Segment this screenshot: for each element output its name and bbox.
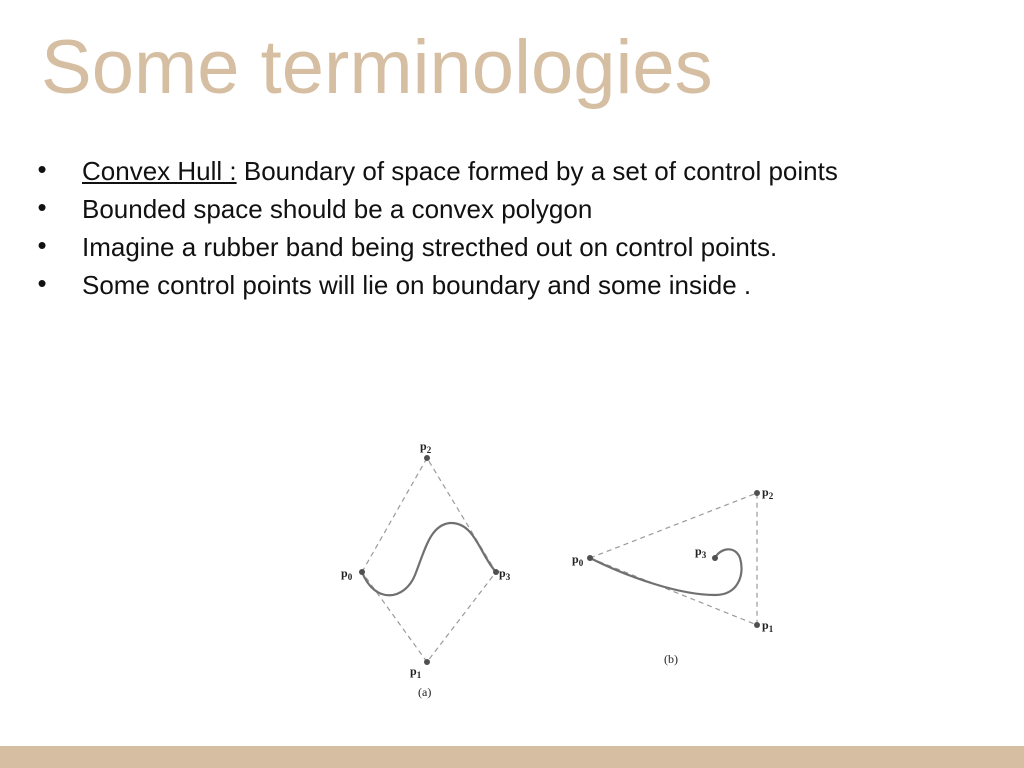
bezier-curve-a: [362, 523, 496, 595]
label-p0: $p_0$: [341, 566, 353, 582]
label-p1: $p_1$: [762, 618, 774, 634]
bullet-text: Bounded space should be a convex polygon: [82, 194, 593, 224]
label-p2: $p_2$: [762, 485, 774, 501]
bullet-dot-icon: •: [37, 192, 47, 222]
bullet-dot-icon: •: [37, 154, 47, 184]
label-p3: $p_3$: [695, 544, 707, 560]
hull-b: [590, 493, 757, 625]
label-p2: $p_2$: [420, 439, 432, 455]
bullet-text: Some control points will lie on boundary and some inside .: [82, 270, 752, 300]
control-point-p1: [424, 659, 430, 665]
convex-hull-figure: [330, 430, 790, 710]
control-point-p0: [587, 555, 593, 561]
caption-b: (b): [664, 652, 678, 666]
figure-panel-b: [572, 485, 774, 666]
label-p3: $p_3$: [499, 566, 511, 582]
control-point-p3: [712, 555, 718, 561]
bezier-curve-b: [590, 549, 742, 595]
label-p0: $p_0$: [572, 552, 584, 568]
bullet-dot-icon: •: [37, 230, 47, 260]
control-point-p1: [754, 622, 760, 628]
bullet-item: [32, 190, 992, 228]
bullet-item: [32, 228, 992, 266]
figure-panel-a: [341, 439, 511, 699]
slide-title: Some terminologies: [41, 25, 713, 110]
control-point-p0: [359, 569, 365, 575]
label-p1: $p_1$: [410, 664, 422, 680]
bullet-text: Boundary of space formed by a set of control points: [236, 156, 838, 186]
bullet-text: Imagine a rubber band being strecthed out on control points.: [82, 232, 778, 262]
bullet-dot-icon: •: [37, 268, 47, 298]
control-point-p2: [424, 455, 430, 461]
bullet-term: Convex Hull :: [82, 156, 237, 186]
bullet-item: [32, 152, 992, 190]
footer-accent-bar: [0, 746, 1024, 768]
hull-a: [362, 458, 496, 662]
caption-a: (a): [418, 685, 432, 699]
bullet-item: [32, 266, 992, 304]
bullet-list: [32, 152, 992, 304]
control-point-p2: [754, 490, 760, 496]
